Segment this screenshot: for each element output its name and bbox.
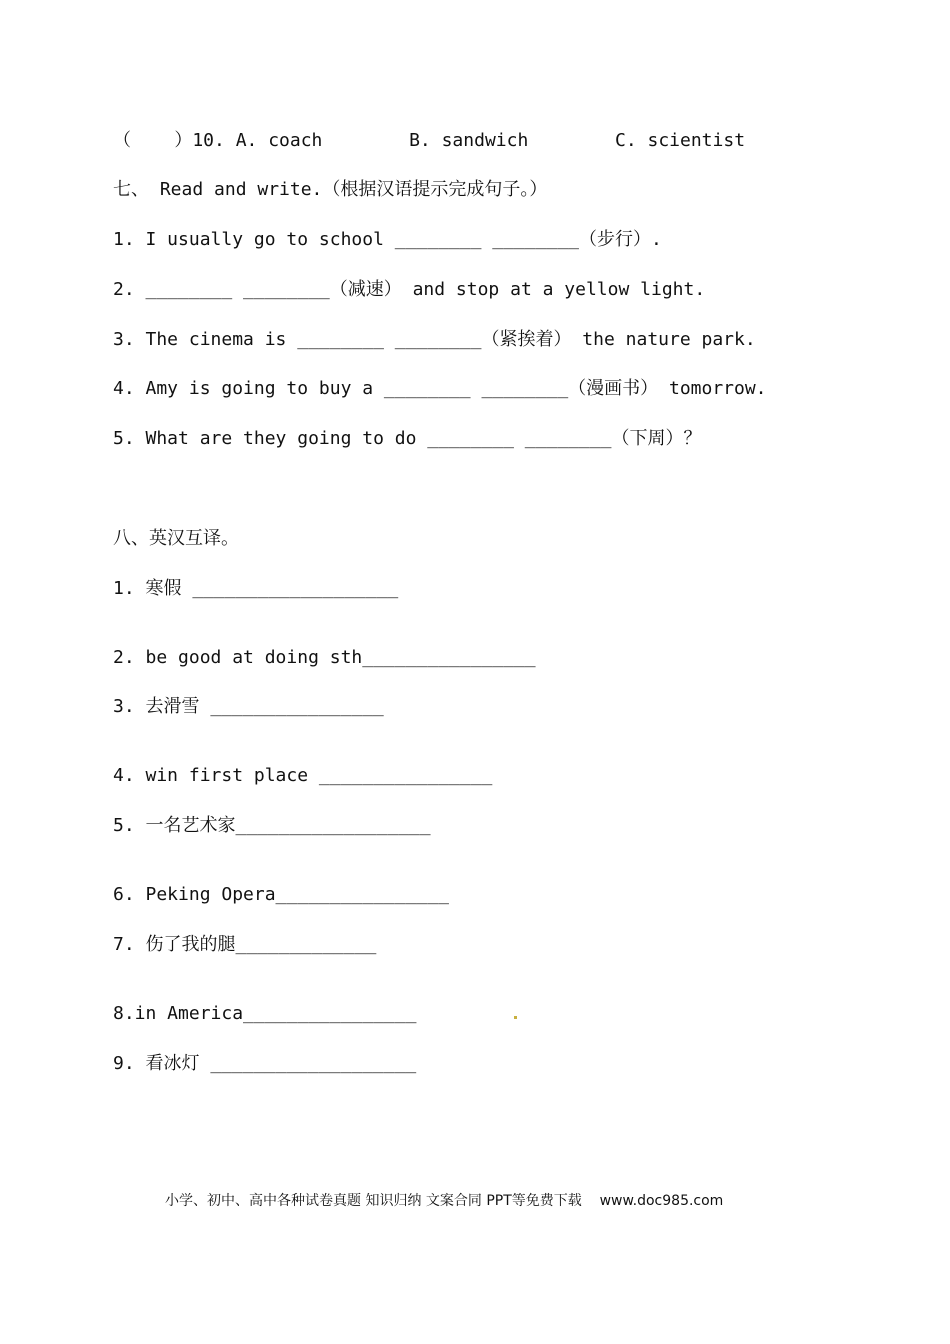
section-7-item: 3. The cinema is ________ ________（紧挨着） the nature park. [113, 329, 756, 350]
section-8-item: 5. 一名艺术家__________________ [113, 815, 431, 836]
section-8-item: 1. 寒假 ___________________ [113, 578, 399, 599]
section-7-title: 七、 Read and write.（根据汉语提示完成句子。） [113, 179, 548, 200]
question-10: （ ）10. A. coach B. sandwich C. scientist [113, 130, 746, 151]
stray-dot [514, 1016, 517, 1019]
section-7-item: 5. What are they going to do ________ ________（下周）？ [113, 428, 702, 449]
section-8-item: 6. Peking Opera________________ [113, 884, 449, 905]
section-8-item: 2. be good at doing sth________________ [113, 647, 536, 668]
section-8-item: 3. 去滑雪 ________________ [113, 696, 384, 717]
section-7-item: 2. ________ ________（减速） and stop at a yellow light. [113, 279, 706, 300]
section-8-item: 8.in America________________ [113, 1003, 417, 1024]
section-8-item: 9. 看冰灯 ___________________ [113, 1053, 417, 1074]
section-8-item: 4. win first place ________________ [113, 765, 493, 786]
section-8-item: 7. 伤了我的腿_____________ [113, 934, 377, 955]
section-7-item: 4. Amy is going to buy a ________ ________（漫画书） tomorrow. [113, 378, 767, 399]
footer-text: 小学、初中、高中各种试卷真题 知识归纳 文案合同 PPT等免费下载 www.doc985.com [165, 1193, 724, 1209]
section-7-item: 1. I usually go to school ________ ________（步行）. [113, 229, 662, 250]
section-8-title: 八、英汉互译。 [113, 528, 239, 549]
